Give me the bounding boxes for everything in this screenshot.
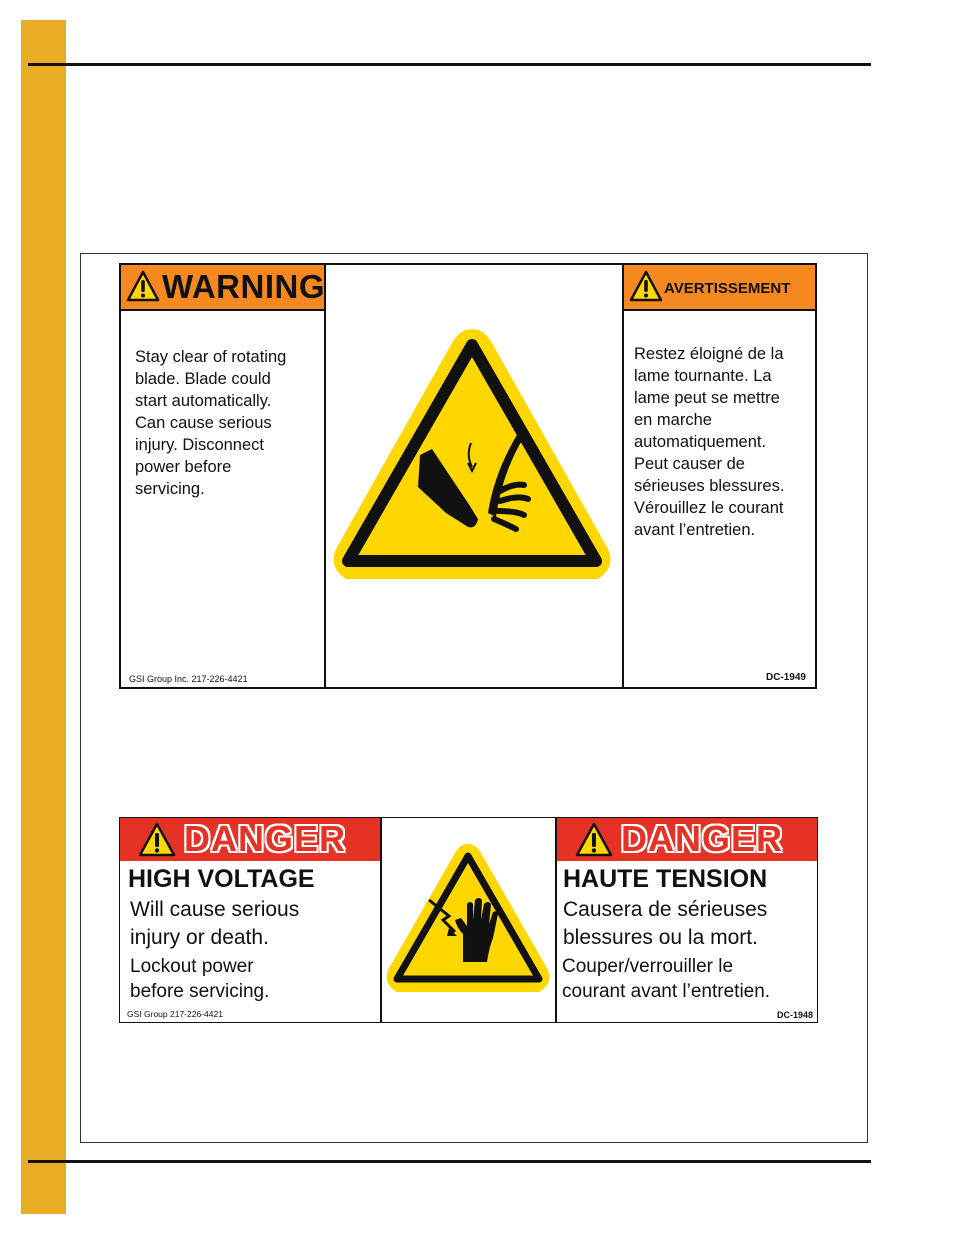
decal-code: DC-1948 bbox=[776, 1010, 813, 1020]
high-voltage-label: HIGH VOLTAGE bbox=[128, 865, 315, 893]
haute-tension-label: HAUTE TENSION bbox=[563, 865, 768, 893]
danger-title: DANGER bbox=[184, 818, 347, 859]
warning-header bbox=[121, 265, 324, 311]
warning-french-panel bbox=[622, 265, 815, 687]
danger-header bbox=[120, 818, 380, 861]
avertissement-title: AVERTISSEMENT bbox=[664, 280, 791, 297]
danger-title-fr: DANGER bbox=[621, 818, 784, 859]
header-rule bbox=[28, 63, 871, 66]
warning-message-en: Stay clear of rotating blade. Blade could start automatically. Can cause serious injury. Disconnect power before servicing. bbox=[135, 348, 287, 498]
exclamation-triangle-icon bbox=[126, 270, 160, 302]
danger-message-en: Will cause serious injury or death. bbox=[130, 898, 300, 949]
danger-message-fr: Causera de sérieuses blessures ou la mort. bbox=[563, 898, 768, 949]
danger-header-fr bbox=[557, 818, 817, 861]
company-contact: GSI Group Inc. 217-226-4421 bbox=[129, 674, 248, 684]
rotating-blade-hand-icon bbox=[328, 323, 616, 593]
warning-decal bbox=[119, 263, 817, 689]
company-contact: GSI Group 217-226-4421 bbox=[127, 1009, 223, 1019]
warning-english-panel bbox=[121, 265, 326, 687]
electric-shock-hand-icon bbox=[383, 842, 553, 994]
danger-french-panel bbox=[555, 818, 817, 1022]
danger-english-panel bbox=[120, 818, 382, 1022]
exclamation-triangle-icon bbox=[138, 822, 176, 857]
lockout-message-fr: Couper/verrouiller le courant avant l’entretien. bbox=[562, 956, 771, 1002]
avertissement-header bbox=[624, 265, 815, 311]
lockout-message-en: Lockout power before servicing. bbox=[130, 956, 270, 1002]
decal-code: DC-1949 bbox=[765, 672, 806, 683]
warning-message-fr: Restez éloigné de la lame tournante. La lame peut se mettre en marche automatiquement. Peut causer de sérieuses blessures. Vérouillez le courant avant l’entretien. bbox=[634, 345, 785, 539]
exclamation-triangle-icon bbox=[629, 270, 663, 302]
exclamation-triangle-icon bbox=[575, 822, 613, 857]
side-color-bar bbox=[21, 20, 66, 1214]
footer-rule bbox=[28, 1160, 871, 1163]
danger-decal bbox=[119, 817, 818, 1023]
warning-title: WARNING bbox=[162, 268, 325, 305]
